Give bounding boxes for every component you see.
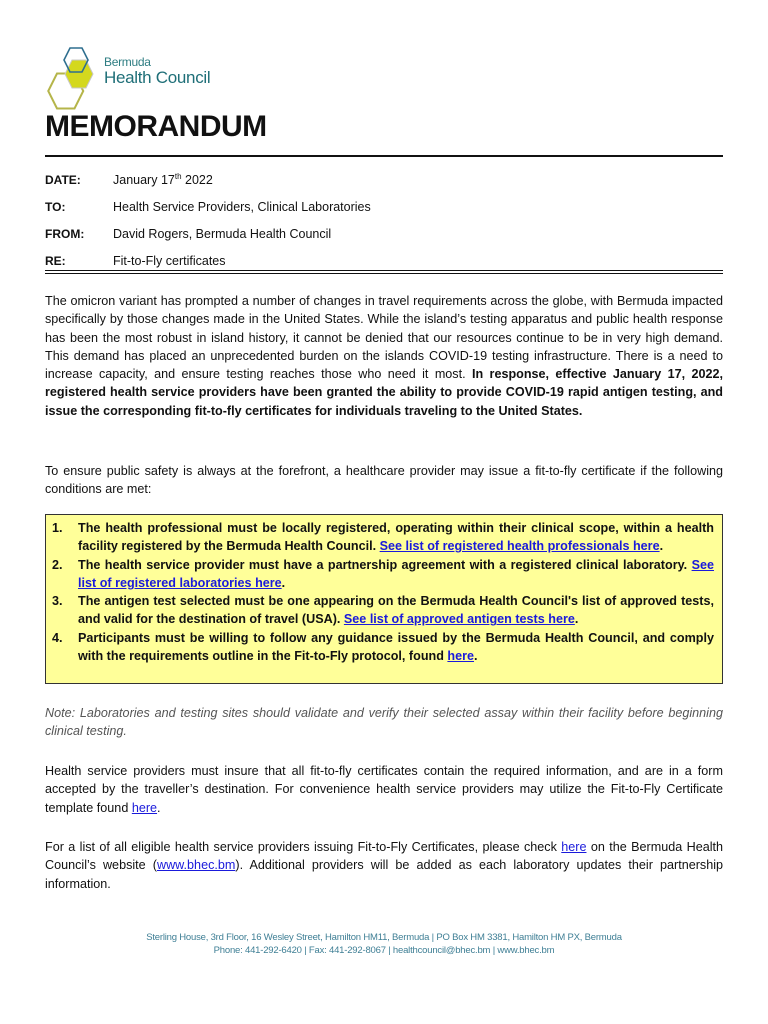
- condition-number: 4.: [52, 630, 63, 645]
- certificate-template-link[interactable]: here: [131, 800, 158, 815]
- template-text: Health service providers must insure that all fit-to-fly certificates contain the required information, and are in a form accepted by the traveller’s destination. For convenience health service providers may utilize the Fit-to-Fly Certificate template found: [45, 764, 723, 815]
- condition-number: 2.: [52, 557, 63, 572]
- condition-item: [52, 629, 714, 666]
- condition-number: 3.: [52, 594, 63, 609]
- page-title: MEMORANDUM: [45, 110, 267, 143]
- registered-professionals-link[interactable]: See list of registered health professionals here: [379, 539, 660, 554]
- providers-text: ). Additional providers will be added as each laboratory updates their partnership information.: [45, 858, 724, 891]
- punctuation: .: [574, 612, 579, 627]
- date-row: [45, 166, 723, 193]
- from-label: FROM:: [45, 226, 85, 241]
- intro-text: The omicron variant has prompted a number of changes in travel requirements across the globe, with Bermuda impacted specifically by those changes made in the United States. While the island’s testing apparatus and public health response has been the most robust in island history, it cannot be denied that our resources continue to be in very high demand. This demand has placed an unprecedented burden on the islands COVID-19 testing infrastructure. There is a need to increase capacity, and ensure testing reaches those who need it most.: [45, 294, 723, 382]
- approved-antigen-tests-link[interactable]: See list of approved antigen tests here: [343, 612, 575, 627]
- logo-line-2: Health Council: [104, 68, 211, 87]
- conditions-box: [45, 514, 723, 684]
- bhec-website-link[interactable]: www.bhec.bm: [156, 858, 236, 873]
- providers-text: For a list of all eligible health service providers issuing Fit-to-Fly Certificates, please check: [45, 840, 562, 854]
- condition-text: The health service provider must have a partnership agreement with a registered clinical laboratory.: [78, 557, 692, 572]
- condition-item: [52, 519, 714, 556]
- punctuation: .: [659, 539, 664, 554]
- lab-validation-note: Note: Laboratories and testing sites should validate and verify their selected assay within their facility before beginning clinical testing.: [45, 706, 723, 739]
- condition-item: [52, 556, 714, 593]
- eligible-providers-link[interactable]: here: [561, 840, 587, 854]
- header-double-divider: [45, 270, 723, 274]
- intro-paragraph: [45, 292, 723, 420]
- condition-text: Participants must be willing to follow any guidance issued by the Bermuda Health Council, and comply with the requirements outline in the Fit-to-Fly protocol, found: [78, 630, 714, 664]
- to-row: [45, 193, 723, 220]
- from-value: David Rogers, Bermuda Health Council: [113, 226, 332, 241]
- date-day: January 17: [113, 172, 175, 187]
- re-label: RE:: [45, 253, 66, 268]
- condition-text: The health professional must be locally registered, operating within their clinical scope, within a health facility registered by the Bermuda Health Council.: [78, 521, 714, 554]
- memo-header: [45, 166, 723, 274]
- condition-item: [52, 592, 714, 629]
- date-suffix: th: [174, 171, 182, 181]
- conditions-intro: To ensure public safety is always at the forefront, a healthcare provider may issue a fit-to-fly certificate if the following conditions are met:: [45, 464, 723, 497]
- intro-bold-text: In response, effective January 17, 2022, registered health service providers have been granted the ability to provide COVID-19 rapid antigen testing, and issue the corresponding fit-to-fly certificates for individuals traveling to the United States.: [45, 367, 723, 418]
- certificate-template-paragraph: [45, 762, 723, 817]
- providers-text: on the Bermuda Health Council’s website (: [45, 840, 723, 873]
- logo-line-1: Bermuda: [104, 55, 151, 69]
- condition-text: The antigen test selected must be one appearing on the Bermuda Health Council's list of approved tests, and valid for the destination of travel (USA).: [78, 594, 714, 627]
- punctuation: .: [474, 649, 478, 664]
- punctuation: .: [281, 575, 286, 590]
- footer-address: Sterling House, 3rd Floor, 16 Wesley Street, Hamilton HM11, Bermuda | PO Box HM 3381, Hamilton HM PX, Bermuda: [146, 932, 622, 943]
- conditions-list: [52, 519, 714, 665]
- registered-laboratories-link[interactable]: See list of registered laboratories here: [78, 557, 714, 590]
- condition-number: 1.: [52, 521, 63, 535]
- to-label: TO:: [45, 199, 66, 214]
- from-row: [45, 220, 723, 247]
- punctuation: .: [157, 800, 161, 815]
- re-value: Fit-to-Fly certificates: [113, 253, 226, 268]
- date-label: DATE:: [45, 172, 81, 187]
- bermuda-health-council-logo: [40, 42, 230, 112]
- letterhead-footer: [0, 931, 768, 957]
- date-year: 2022: [181, 172, 213, 187]
- footer-contact: Phone: 441-292-6420 | Fax: 441-292-8067 | healthcouncil@bhec.bm | www.bhec.bm: [213, 945, 555, 956]
- fit-to-fly-protocol-link[interactable]: here: [447, 649, 475, 664]
- date-value: [113, 173, 213, 187]
- eligible-providers-paragraph: [45, 838, 723, 893]
- top-divider: [45, 155, 723, 157]
- to-value: Health Service Providers, Clinical Laboratories: [113, 199, 371, 214]
